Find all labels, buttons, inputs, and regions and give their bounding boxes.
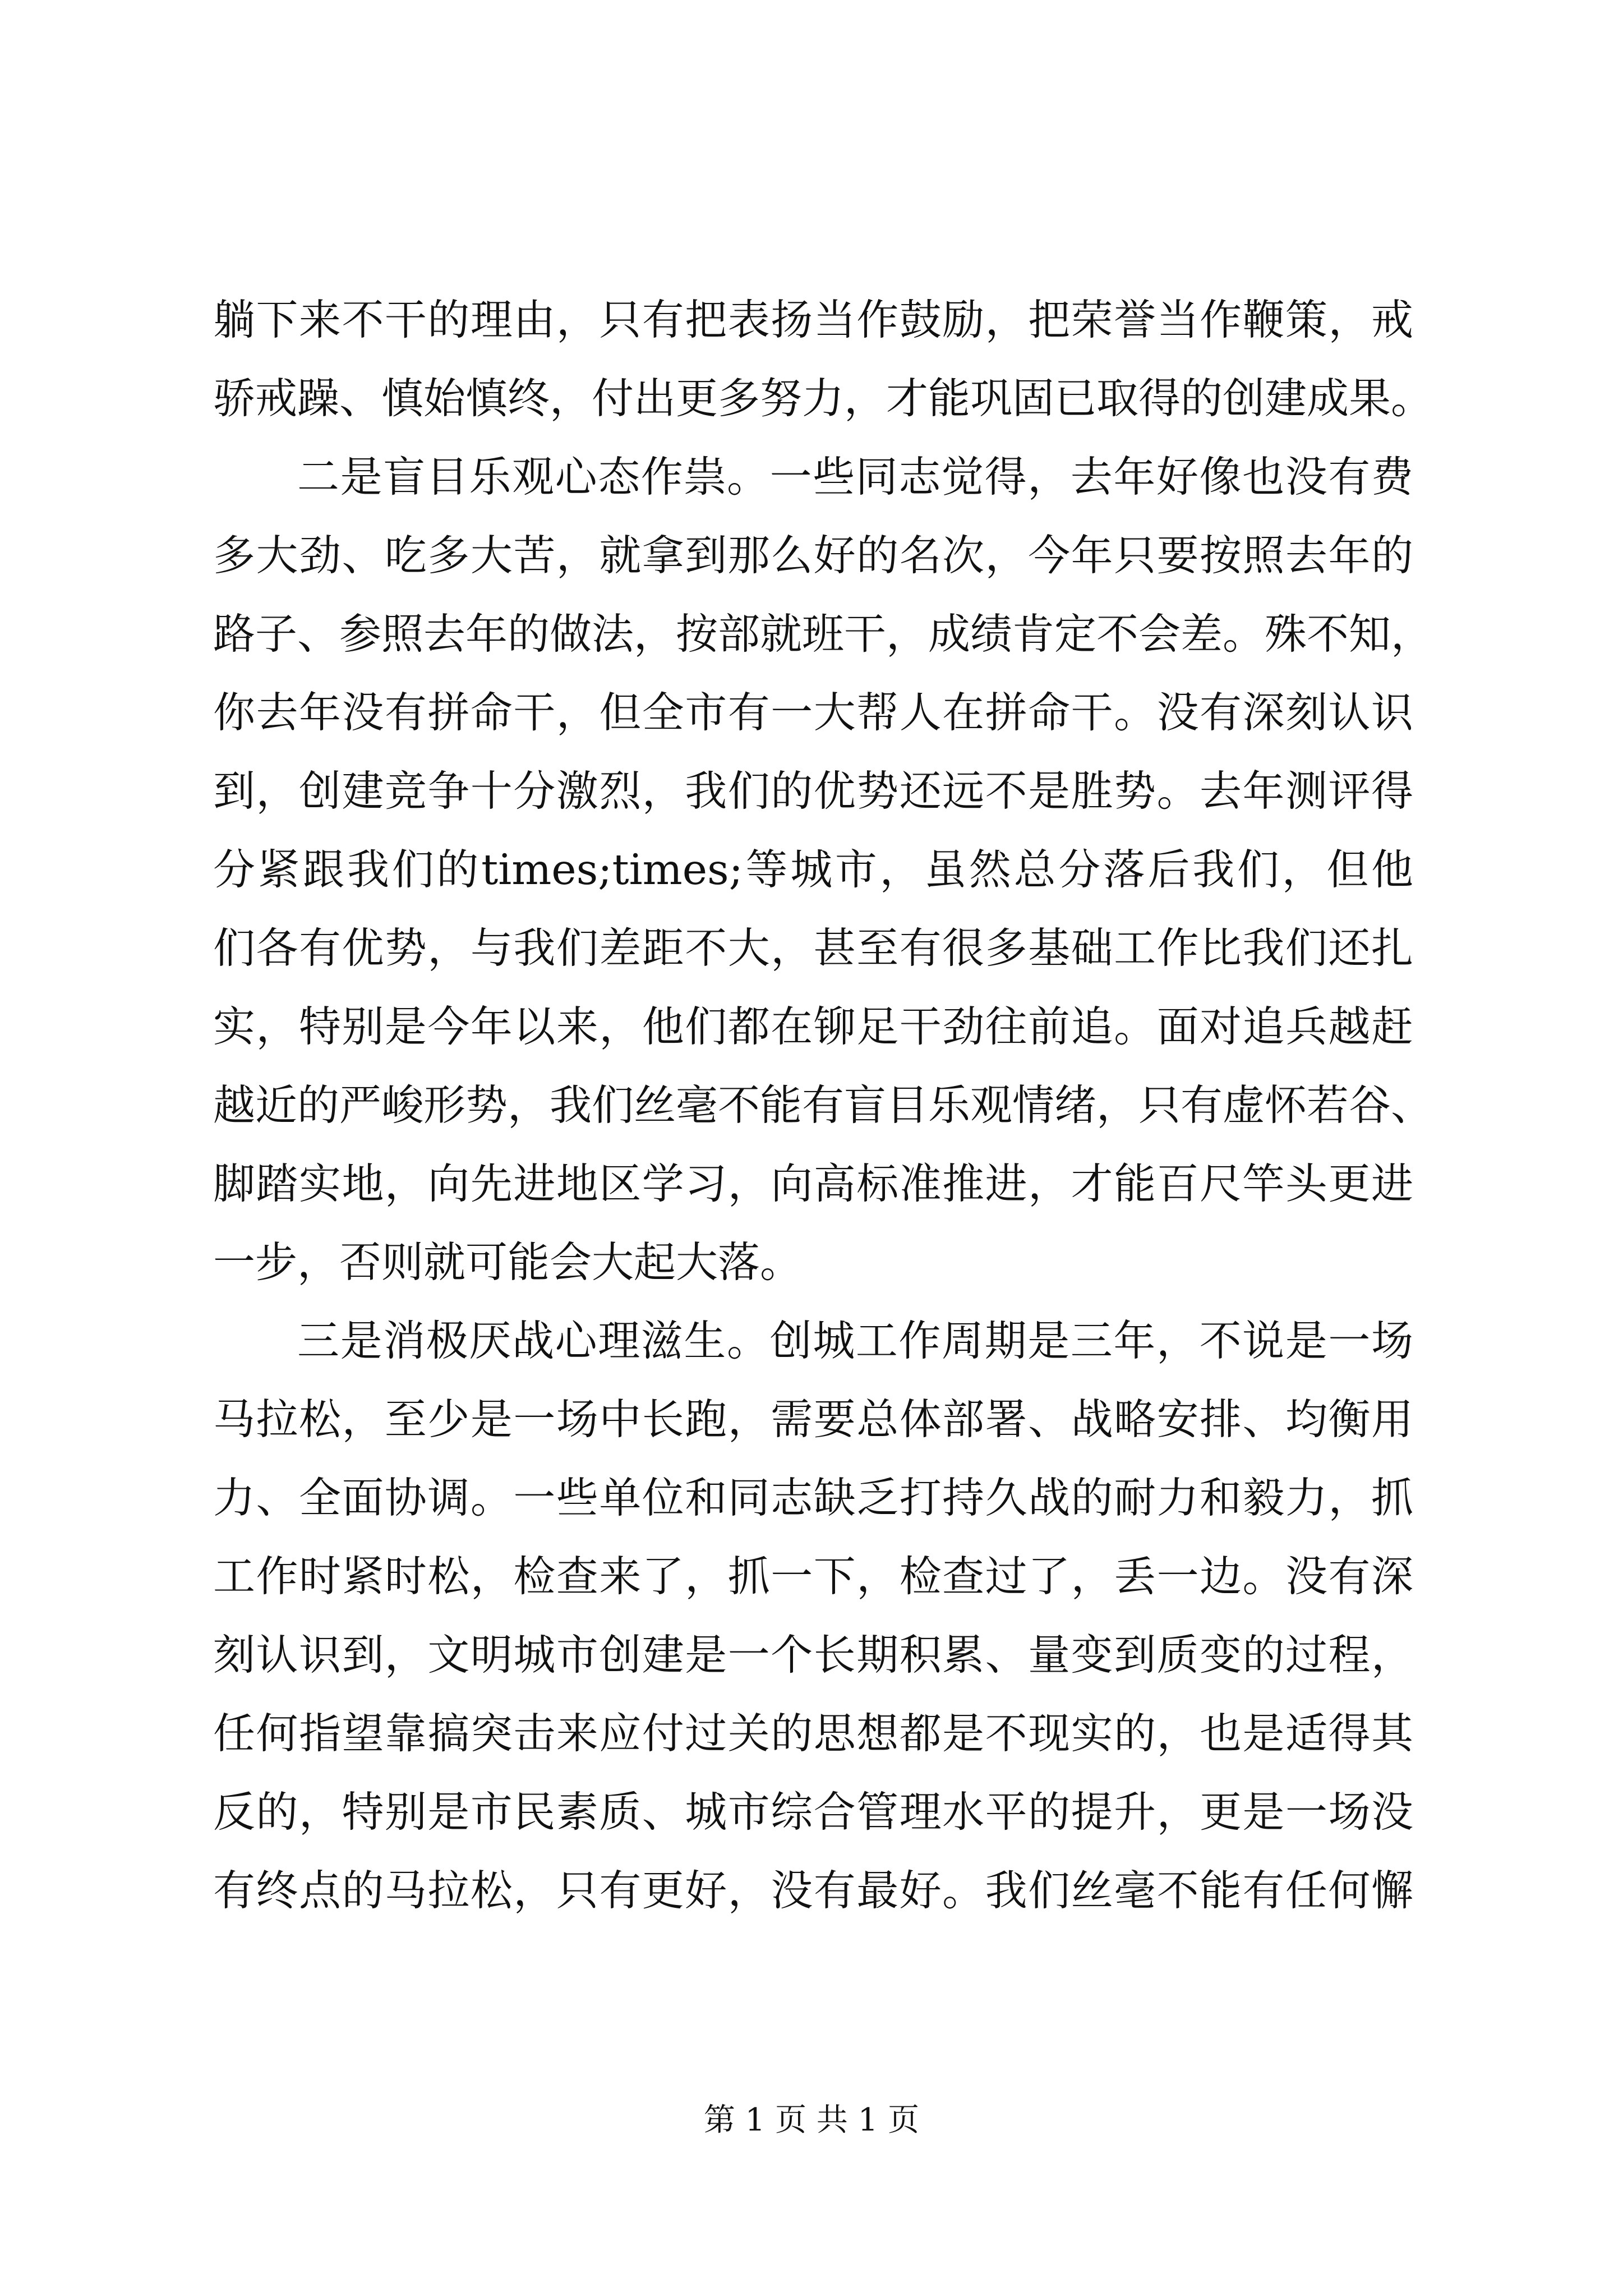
text-line: 脚踏实地，向先进地区学习，向高标准推进，才能百尺竿头更进	[213, 1159, 1413, 1208]
paragraph-start-line: 二是盲目乐观心态作祟。一些同志觉得，去年好像也没有费	[297, 452, 1413, 501]
text-line: 路子、参照去年的做法，按部就班干，成绩肯定不会差。殊不知，	[213, 609, 1433, 659]
text-line: 工作时紧时松，检查来了，抓一下，检查过了，丢一边。没有深	[213, 1552, 1413, 1601]
text-line: 反的，特别是市民素质、城市综合管理水平的提升，更是一场没	[213, 1787, 1413, 1837]
text-line: 实，特别是今年以来，他们都在铆足干劲往前追。面对追兵越赶	[213, 1002, 1413, 1051]
text-line: 骄戒躁、慎始慎终，付出更多努力，才能巩固已取得的创建成果。	[213, 374, 1433, 423]
paragraph-end-line: 一步，否则就可能会大起大落。	[213, 1237, 803, 1287]
text-line: 躺下来不干的理由，只有把表扬当作鼓励，把荣誉当作鞭策，戒	[213, 295, 1413, 344]
text-line: 有终点的马拉松，只有更好，没有最好。我们丝毫不能有任何懈	[213, 1866, 1413, 1915]
text-line: 刻认识到，文明城市创建是一个长期积累、量变到质变的过程，	[213, 1630, 1413, 1680]
text-line: 马拉松，至少是一场中长跑，需要总体部署、战略安排、均衡用	[213, 1395, 1413, 1444]
paragraph-start-line: 三是消极厌战心理滋生。创城工作周期是三年，不说是一场	[297, 1316, 1413, 1365]
text-line: 你去年没有拼命干，但全市有一大帮人在拼命干。没有深刻认识	[213, 688, 1413, 737]
text-line: 到，创建竞争十分激烈，我们的优势还远不是胜势。去年测评得	[213, 766, 1413, 816]
text-line: 力、全面协调。一些单位和同志缺乏打持久战的耐力和毅力，抓	[213, 1473, 1413, 1522]
text-line: 任何指望靠搞突击来应付过关的思想都是不现实的，也是适得其	[213, 1709, 1413, 1758]
page-footer: 第 1 页 共 1 页	[703, 2102, 920, 2138]
text-line: 越近的严峻形势，我们丝毫不能有盲目乐观情绪，只有虚怀若谷、	[213, 1080, 1433, 1130]
text-line: 多大劲、吃多大苦，就拿到那么好的名次，今年只要按照去年的	[213, 531, 1413, 580]
text-line: 们各有优势，与我们差距不大，甚至有很多基础工作比我们还扎	[213, 923, 1413, 973]
text-line: 分紧跟我们的times;times;等城市，虽然总分落后我们，但他	[213, 845, 1413, 894]
